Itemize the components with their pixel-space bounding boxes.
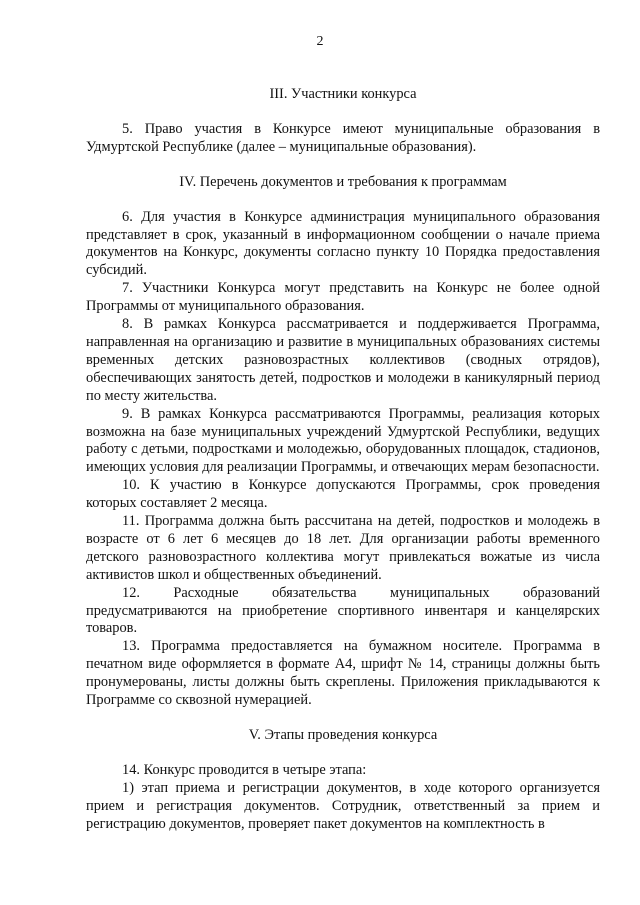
paragraph-5: 5. Право участия в Конкурсе имеют муниципальные образования в Удмуртской Республике (далее – муниципальные образования).: [86, 120, 600, 155]
document-body: [86, 86, 600, 834]
section-3-heading: III. Участники конкурса: [269, 86, 417, 102]
paragraph-7: 7. Участники Конкурса могут представить на Конкурс не более одной Программы от муниципального образования.: [86, 280, 600, 315]
section-4-heading: IV. Перечень документов и требования к программам: [179, 173, 507, 190]
paragraph-8: 8. В рамках Конкурса рассматривается и поддерживается Программа, направленная на организацию и развитие в муниципальных образованиях системы временных детских разновозрастных коллективов (сводных отрядов), обеспечивающих занятость детей, подростков и молодежи в каникулярный период по месту жительства.: [86, 316, 600, 404]
paragraph-14-item-1: 1) этап приема и регистрации документов, в ходе которого организуется прием и регистрация документов. Сотрудник, ответственный за прием и регистрацию документов, проверяет пакет документов на комплектность в: [86, 779, 600, 832]
page-number: 2: [316, 34, 324, 49]
section-5-heading: V. Этапы проведения конкурса: [248, 727, 438, 743]
paragraph-11: 11. Программа должна быть рассчитана на детей, подростков и молодежь в возрасте от 6 лет 6 месяцев до 18 лет. Для организации работы временного детского разновозрастного коллектива могут привлекаться вожатые из числа активистов школ и общественных объединений.: [86, 513, 600, 583]
paragraph-12: 12. Расходные обязательства муниципальных образований предусматриваются на приобретение спортивного инвентаря и канцелярских товаров.: [86, 584, 600, 637]
paragraph-14: 14. Конкурс проводится в четыре этапа:: [122, 761, 367, 778]
paragraph-10: 10. К участию в Конкурсе допускаются Программы, срок проведения которых составляет 2 месяца.: [86, 477, 600, 512]
paragraph-9: 9. В рамках Конкурса рассматриваются Программы, реализация которых возможна на базе муниципальных учреждений Удмуртской Республики, ведущих работу с детьми, подростками и молодежью, оборудованных площадок, стадионов, имеющих условия для реализации Программы, и отвечающих мерам безопасности.: [86, 405, 600, 476]
paragraph-13: 13. Программа предоставляется на бумажном носителе. Программа в печатном виде оформляется в формате А4, шрифт № 14, страницы должны быть пронумерованы, листы должны быть скреплены. Приложения прикладываются к Программе со сквозной нумерацией.: [86, 638, 600, 709]
paragraph-6: 6. Для участия в Конкурсе администрация муниципального образования представляет в срок, указанный в информационном сообщении о начале приема документов на Конкурс, документы согласно пункту 10 Порядка предоставления субсидий.: [86, 208, 600, 279]
